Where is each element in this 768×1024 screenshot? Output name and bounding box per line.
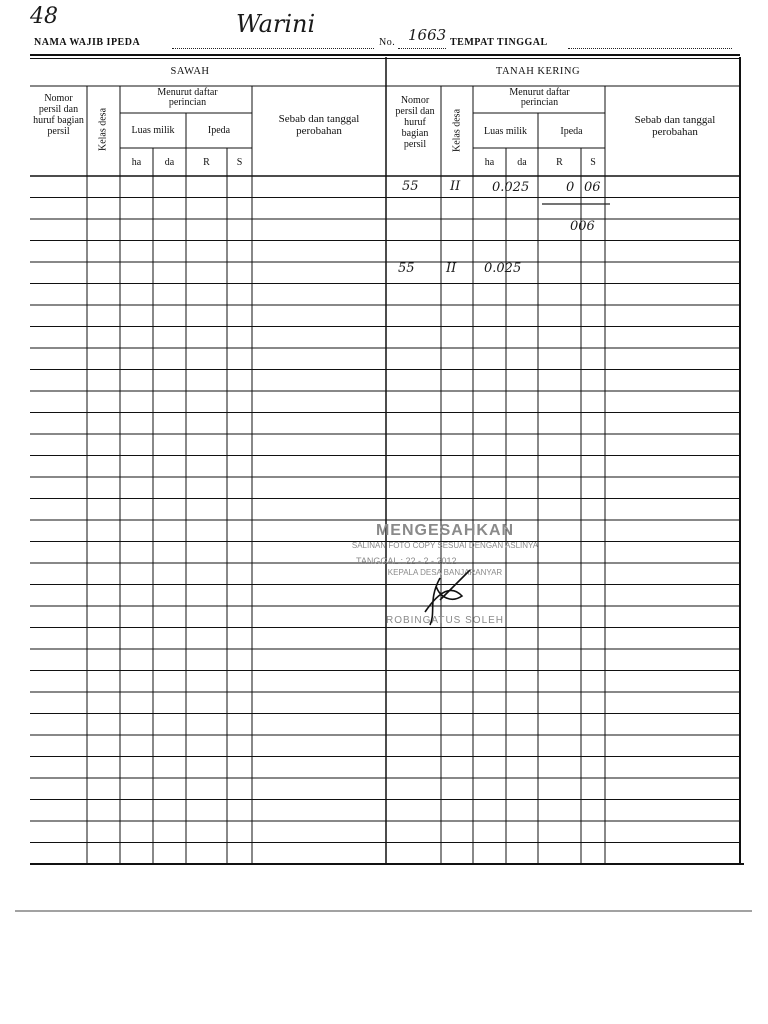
stamp-line-1: SALINAN FOTO COPY SESUAI DENGAN ASLINYA (351, 541, 539, 550)
nama-wajib-ipeda-label: NAMA WAJIB IPEDA (34, 37, 141, 48)
tk-kelas-desa-header: Kelas desa (451, 108, 463, 153)
tk-luas-milik-header: Luas milik (483, 126, 528, 137)
entry-1-s: 06 (584, 180, 601, 195)
tk-ha-header: ha (484, 157, 495, 168)
sawah-sebab-header: Sebab dan tanggal perobahan (278, 113, 360, 137)
entry-1-r: 0 (566, 180, 575, 195)
no-value: 1663 (408, 26, 447, 44)
tk-ipeda-header: Ipeda (560, 126, 583, 137)
tk-sebab-header: Sebab dan tanggal perobahan (634, 114, 716, 138)
sawah-da-header: da (164, 157, 175, 168)
sawah-r-header: R (203, 157, 210, 168)
stamp-title: MENGESAHKAN (375, 522, 515, 539)
tk-r-header: R (556, 157, 563, 168)
entry-2-s: 006 (570, 219, 595, 234)
nama-wajib-ipeda-value: Warini (236, 10, 316, 38)
sawah-ha-header: ha (131, 157, 142, 168)
no-label: No. (379, 37, 396, 48)
entry-1-persil: 55 (402, 179, 419, 194)
tk-da-header: da (517, 157, 527, 168)
entry-3-persil: 55 (398, 261, 415, 276)
sawah-nomor-persil-header: Nomor persil dan huruf bagian persil (33, 93, 84, 137)
sawah-title: SAWAH (170, 66, 210, 77)
tempat-tinggal-label: TEMPAT TINGGAL (450, 37, 548, 48)
entry-3-luas: 0.025 (484, 261, 522, 276)
tk-menurut-header: Menurut daftar perincian (509, 87, 570, 108)
sawah-menurut-header: Menurut daftar perincian (157, 87, 218, 108)
sawah-kelas-desa-header: Kelas desa (97, 107, 109, 152)
page-number: 48 (30, 4, 58, 29)
stamp-line-3: KEPALA DESA BANJARANYAR (387, 568, 503, 577)
entry-1-kelas: II (450, 179, 461, 194)
entry-3-kelas: II (446, 261, 457, 276)
entry-1-luas: 0.025 (492, 180, 530, 195)
stamp-signer: ROBINGATUS SOLEH (385, 615, 505, 626)
sawah-s-header: S (236, 157, 243, 168)
tk-nomor-persil-header: Nomor persil dan huruf bagian persil (395, 95, 435, 150)
stamp-line-2: TANGGAL : 22 - 2 - 2012 (356, 556, 457, 566)
sawah-ipeda-header: Ipeda (207, 125, 231, 136)
tanah-kering-title: TANAH KERING (495, 66, 581, 77)
sawah-luas-milik-header: Luas milik (131, 125, 175, 136)
tk-s-header: S (590, 157, 596, 168)
